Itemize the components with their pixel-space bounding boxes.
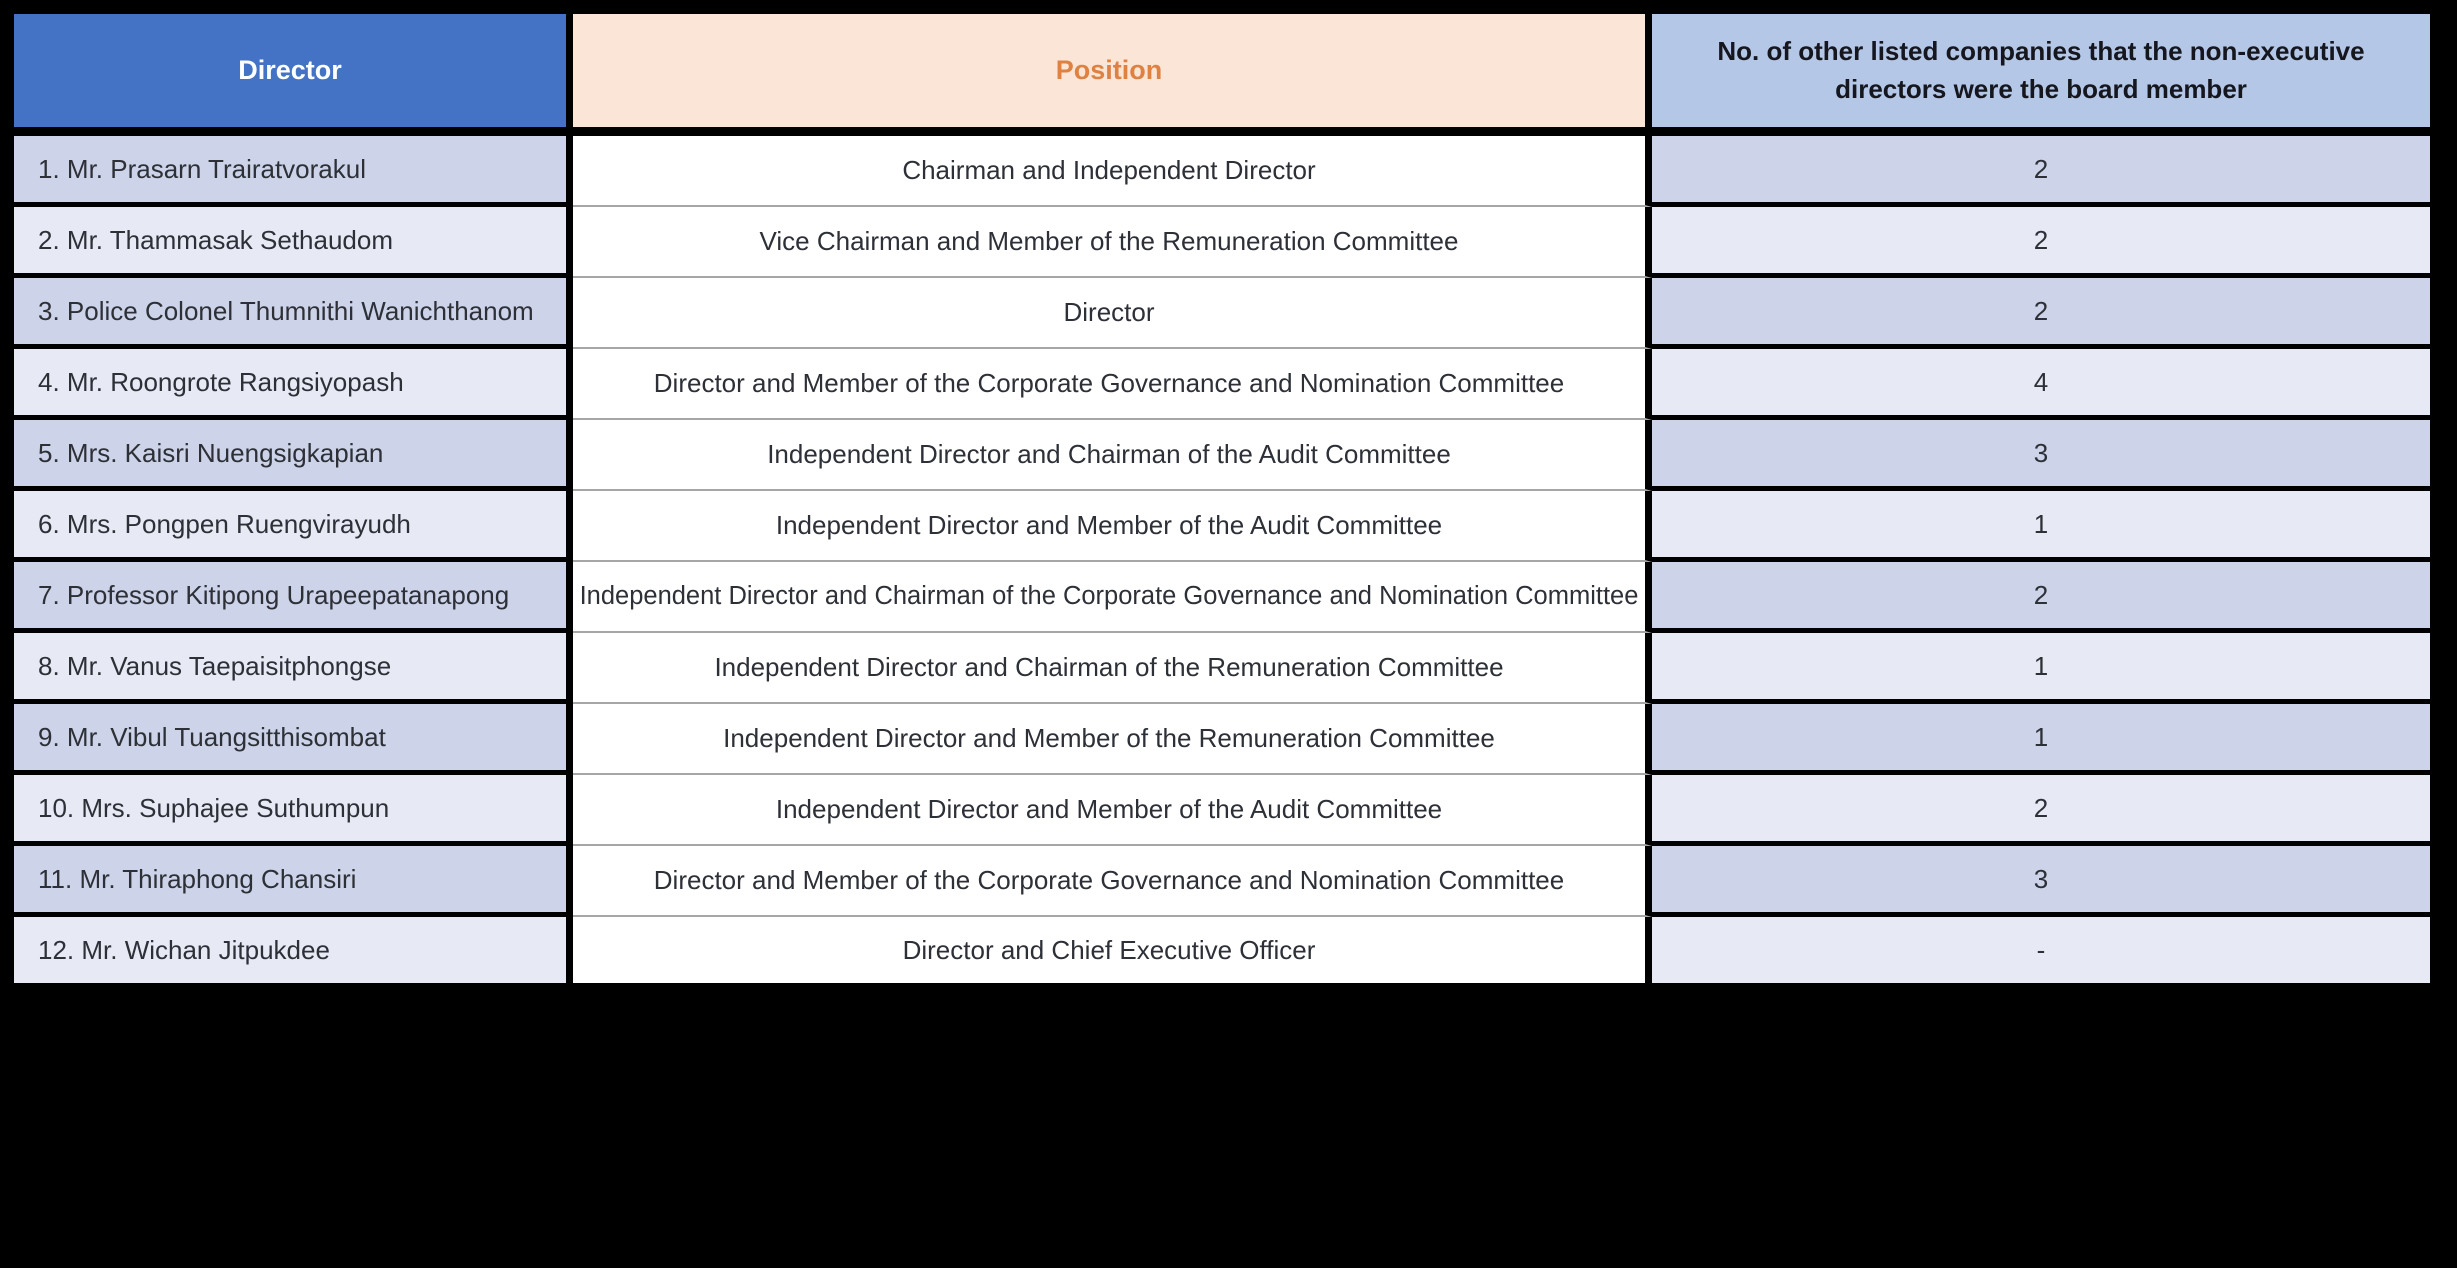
position-text: Independent Director and Member of the Remuneration Committee [723, 723, 1495, 753]
companies-cell [1652, 207, 2430, 278]
position-text: Independent Director and Chairman of the Audit Committee [767, 439, 1451, 469]
companies-count: 2 [2033, 579, 2049, 610]
companies-cell [1652, 917, 2430, 983]
director-name: 3. Police Colonel Thumnithi Wanichthanom [38, 295, 534, 326]
position-text: Director [1063, 297, 1155, 327]
companies-count: 2 [2033, 295, 2049, 326]
director-cell [14, 349, 573, 420]
position-text: Chairman and Independent Director [902, 155, 1316, 185]
position-text: Vice Chairman and Member of the Remuneration Committee [759, 226, 1459, 256]
companies-count: 1 [2033, 721, 2049, 752]
director-cell [14, 491, 573, 562]
director-cell [14, 704, 573, 775]
position-text: Director and Member of the Corporate Governance and Nomination Committee [653, 368, 1565, 398]
companies-cell [1652, 420, 2430, 491]
header-position: Position [573, 14, 1652, 136]
companies-count: 2 [2033, 153, 2049, 184]
directors-table [14, 14, 2430, 983]
companies-count: 1 [2033, 508, 2049, 539]
director-cell [14, 775, 573, 846]
companies-cell [1652, 704, 2430, 775]
director-name: 12. Mr. Wichan Jitpukdee [38, 934, 330, 965]
director-name: 2. Mr. Thammasak Sethaudom [38, 224, 394, 255]
companies-cell [1652, 136, 2430, 207]
director-name: 1. Mr. Prasarn Trairatvorakul [38, 153, 366, 184]
companies-cell [1652, 349, 2430, 420]
position-cell [573, 562, 1652, 633]
header-companies: No. of other listed companies that the non-executive directors were the board member [1652, 14, 2430, 136]
position-text: Independent Director and Member of the Audit Committee [775, 510, 1443, 540]
director-name: 11. Mr. Thiraphong Chansiri [38, 863, 357, 894]
director-cell [14, 136, 573, 207]
position-text: Independent Director and Chairman of the Corporate Governance and Nomination Committee [579, 582, 1639, 610]
director-cell [14, 917, 573, 983]
companies-count: 2 [2033, 792, 2049, 823]
director-cell [14, 633, 573, 704]
companies-cell [1652, 278, 2430, 349]
director-cell [14, 420, 573, 491]
director-name: 10. Mrs. Suphajee Suthumpun [38, 792, 390, 823]
position-text: Director and Chief Executive Officer [902, 934, 1316, 965]
position-cell [573, 775, 1652, 846]
director-name: 9. Mr. Vibul Tuangsitthisombat [38, 721, 386, 752]
director-name: 8. Mr. Vanus Taepaisitphongse [38, 650, 392, 681]
director-cell [14, 846, 573, 917]
companies-cell [1652, 846, 2430, 917]
position-cell [573, 136, 1652, 207]
companies-count: 3 [2033, 863, 2049, 894]
header-director: Director [14, 14, 573, 136]
companies-cell [1652, 633, 2430, 704]
position-cell [573, 278, 1652, 349]
companies-count: 4 [2033, 366, 2049, 397]
position-cell [573, 349, 1652, 420]
position-cell [573, 491, 1652, 562]
director-name: 4. Mr. Roongrote Rangsiyopash [38, 366, 404, 397]
position-text: Director and Member of the Corporate Governance and Nomination Committee [653, 865, 1565, 895]
companies-count: 3 [2033, 437, 2049, 468]
position-cell [573, 917, 1652, 983]
position-text: Independent Director and Member of the Audit Committee [775, 794, 1443, 824]
companies-count: - [2036, 934, 2046, 965]
companies-count: 2 [2033, 224, 2049, 255]
position-cell [573, 846, 1652, 917]
director-cell [14, 278, 573, 349]
position-cell [573, 420, 1652, 491]
position-cell [573, 704, 1652, 775]
companies-cell [1652, 491, 2430, 562]
position-cell [573, 633, 1652, 704]
director-name: 5. Mrs. Kaisri Nuengsigkapian [38, 437, 384, 468]
director-name: 6. Mrs. Pongpen Ruengvirayudh [38, 508, 411, 539]
director-cell [14, 207, 573, 278]
director-name: 7. Professor Kitipong Urapeepatanapong [38, 579, 510, 610]
companies-count: 1 [2033, 650, 2049, 681]
companies-cell [1652, 775, 2430, 846]
companies-cell [1652, 562, 2430, 633]
position-text: Independent Director and Chairman of the Remuneration Committee [714, 652, 1504, 682]
director-cell [14, 562, 573, 633]
position-cell [573, 207, 1652, 278]
